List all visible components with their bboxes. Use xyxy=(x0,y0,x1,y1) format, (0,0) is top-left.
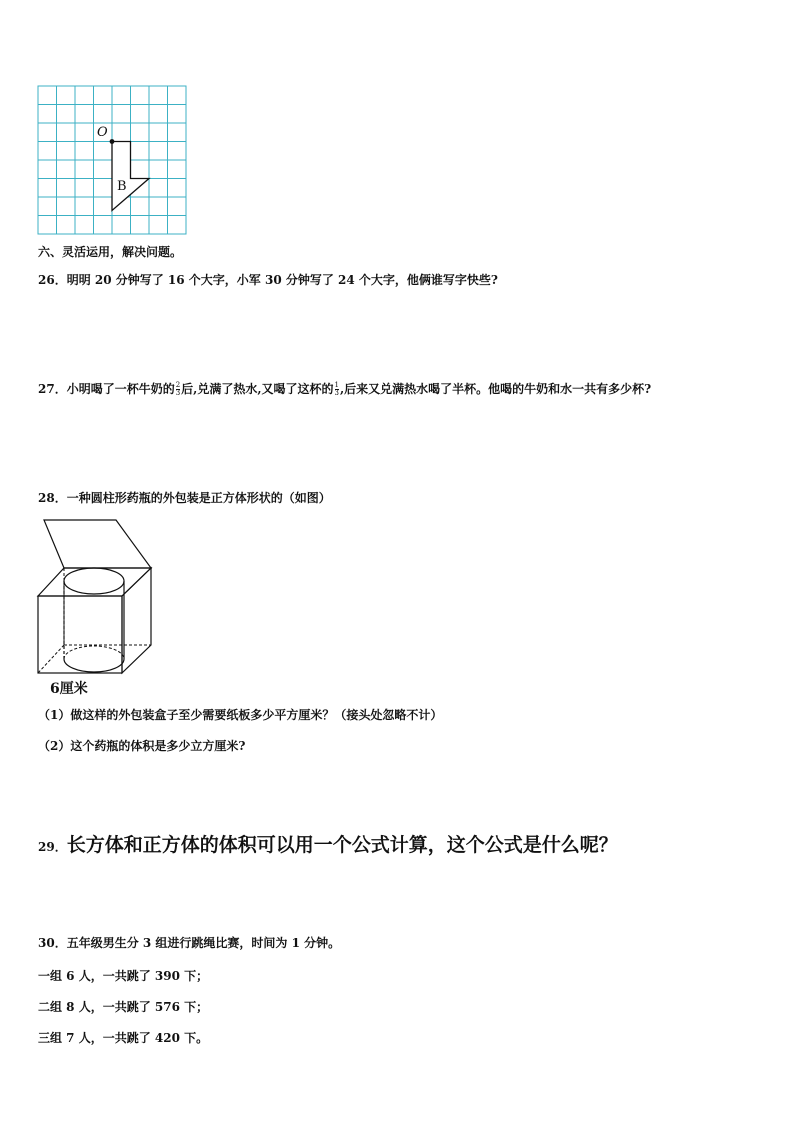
q27-part3: ,后来又兑满热水喝了半杯。他喝的牛奶和水一共有多少杯? xyxy=(340,382,652,396)
section-heading: 六、灵活运用，解决问题。 xyxy=(38,245,183,259)
label-b: B xyxy=(117,179,127,194)
cube-right-face xyxy=(122,568,151,673)
q29-text: 长方体和正方体的体积可以用一个公式计算，这个公式是什么呢？ xyxy=(66,834,618,856)
cube-front-face xyxy=(38,596,122,673)
frac1-numerator: 2 xyxy=(175,381,181,389)
cube-top-face xyxy=(38,568,151,596)
question-30: 30．五年级男生分 3 组进行跳绳比赛，时间为 1 分钟。 xyxy=(38,936,341,950)
figure-label-6cm: 6厘米 xyxy=(50,681,88,697)
cylinder-bottom xyxy=(64,659,124,672)
question-27 xyxy=(38,382,651,397)
frac2-denominator: 3 xyxy=(334,389,339,397)
fraction-1-3 xyxy=(335,382,339,397)
point-o xyxy=(110,139,115,144)
q30-line-3: 三组 7 人，一共跳了 420 下。 xyxy=(38,1031,209,1045)
cube-cylinder-figure xyxy=(36,518,158,680)
question-26: 26．明明 20 分钟写了 16 个大字，小军 30 分钟写了 24 个大字，他俩谁写字快些? xyxy=(38,273,498,287)
question-28-part-2: （2）这个药瓶的体积是多少立方厘米? xyxy=(38,739,246,753)
frac1-denominator: 3 xyxy=(175,389,181,397)
q30-line-1: 一组 6 人，一共跳了 390 下； xyxy=(38,969,209,983)
cube-lid xyxy=(44,520,151,568)
question-28: 28．一种圆柱形药瓶的外包装是正方体形状的（如图） xyxy=(38,491,331,505)
label-o: O xyxy=(97,125,108,140)
q30-line-2: 二组 8 人，一共跳了 576 下； xyxy=(38,1000,209,1014)
q27-part1: 27．小明喝了一杯牛奶的 xyxy=(38,382,175,396)
q29-number: 29． xyxy=(38,840,67,854)
frac2-numerator: 1 xyxy=(334,381,339,389)
q27-part2: 后,兑满了热水,又喝了这杯的 xyxy=(181,382,334,396)
question-28-part-1: （1）做这样的外包装盒子至少需要纸板多少平方厘米？（接头处忽略不计） xyxy=(38,708,443,722)
grid-figure xyxy=(36,84,188,236)
cylinder-top xyxy=(64,568,124,594)
fraction-2-3 xyxy=(176,382,180,397)
question-29 xyxy=(38,836,618,855)
